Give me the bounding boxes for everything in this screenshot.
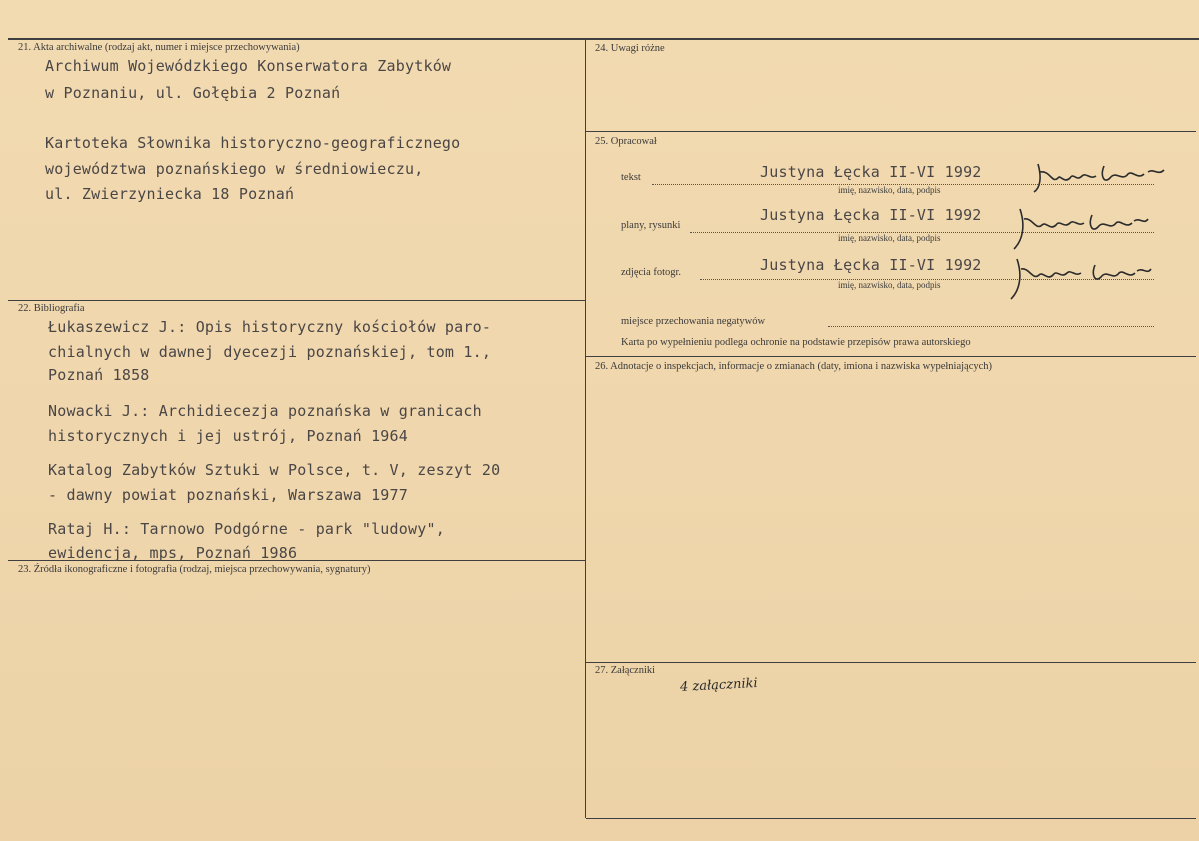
archive-line-4: województwa poznańskiego w średniowieczu, xyxy=(45,160,424,178)
left-divider-22 xyxy=(8,300,586,301)
author-photos-caption: imię, nazwisko, data, podpis xyxy=(838,280,941,290)
author-plans-caption: imię, nazwisko, data, podpis xyxy=(838,233,941,243)
author-text-label: tekst xyxy=(621,172,641,183)
author-text-value: Justyna Łęcka II-VI 1992 xyxy=(760,163,982,181)
section-27-label: 27. Załączniki xyxy=(595,665,656,676)
attachments-handwritten: 4 załączniki xyxy=(679,675,759,696)
archive-line-5: ul. Zwierzyniecka 18 Poznań xyxy=(45,185,295,203)
top-rule xyxy=(8,38,1199,40)
author-text-caption: imię, nazwisko, data, podpis xyxy=(838,185,941,195)
right-divider-25 xyxy=(586,131,1196,132)
column-divider xyxy=(585,38,586,818)
bibliography-line-4: Nowacki J.: Archidiecezja poznańska w granicach xyxy=(48,402,482,420)
bibliography-line-9: ewidencja, mps, Poznań 1986 xyxy=(48,544,298,562)
archive-line-2: w Poznaniu, ul. Gołębia 2 Poznań xyxy=(45,84,341,102)
section-26-label: 26. Adnotacje o inspekcjach, informacje o zmianach (daty, imiona i nazwiska wypełniających) xyxy=(595,361,993,372)
section-22-label: 22. Bibliografia xyxy=(18,303,85,314)
bibliography-line-6: Katalog Zabytków Sztuki w Polsce, t. V, zeszyt 20 xyxy=(48,461,501,479)
section-25-label: 25. Opracował xyxy=(595,136,657,147)
author-plans-value: Justyna Łęcka II-VI 1992 xyxy=(760,206,982,224)
bottom-rule xyxy=(586,818,1196,819)
right-divider-26 xyxy=(586,356,1196,357)
bibliography-line-8: Rataj H.: Tarnowo Podgórne - park "ludowy", xyxy=(48,520,445,538)
section-21-label: 21. Akta archiwalne (rodzaj akt, numer i miejsce przechowywania) xyxy=(18,42,300,53)
bibliography-line-1: Łukaszewicz J.: Opis historyczny kościołów paro- xyxy=(48,318,492,336)
signature-2 xyxy=(1010,205,1150,253)
bibliography-line-5: historycznych i jej ustrój, Poznań 1964 xyxy=(48,427,408,445)
bibliography-line-7: - dawny powiat poznański, Warszawa 1977 xyxy=(48,486,408,504)
signature-3 xyxy=(1005,255,1155,303)
section-24-label: 24. Uwagi różne xyxy=(595,43,665,54)
bibliography-line-3: Poznań 1858 xyxy=(48,366,150,384)
right-divider-27 xyxy=(586,662,1196,663)
archive-line-1: Archiwum Wojewódzkiego Konserwatora Zabytków xyxy=(45,57,452,75)
negatives-label: miejsce przechowania negatywów xyxy=(621,316,766,327)
author-photos-value: Justyna Łęcka II-VI 1992 xyxy=(760,256,982,274)
archive-line-3: Kartoteka Słownika historyczno-geograficznego xyxy=(45,134,461,152)
copyright-note: Karta po wypełnieniu podlega ochronie na podstawie przepisów prawa autorskiego xyxy=(621,337,971,348)
bibliography-line-2: chialnych w dawnej dyecezji poznańskiej, tom 1., xyxy=(48,343,492,361)
signature-1 xyxy=(1030,158,1170,198)
author-plans-label: plany, rysunki xyxy=(621,220,681,231)
section-23-label: 23. Źródła ikonograficzne i fotografia (rodzaj, miejsca przechowywania, sygnatury) xyxy=(18,564,371,575)
author-photos-label: zdjęcia fotogr. xyxy=(621,267,682,278)
negatives-dots xyxy=(828,326,1154,327)
